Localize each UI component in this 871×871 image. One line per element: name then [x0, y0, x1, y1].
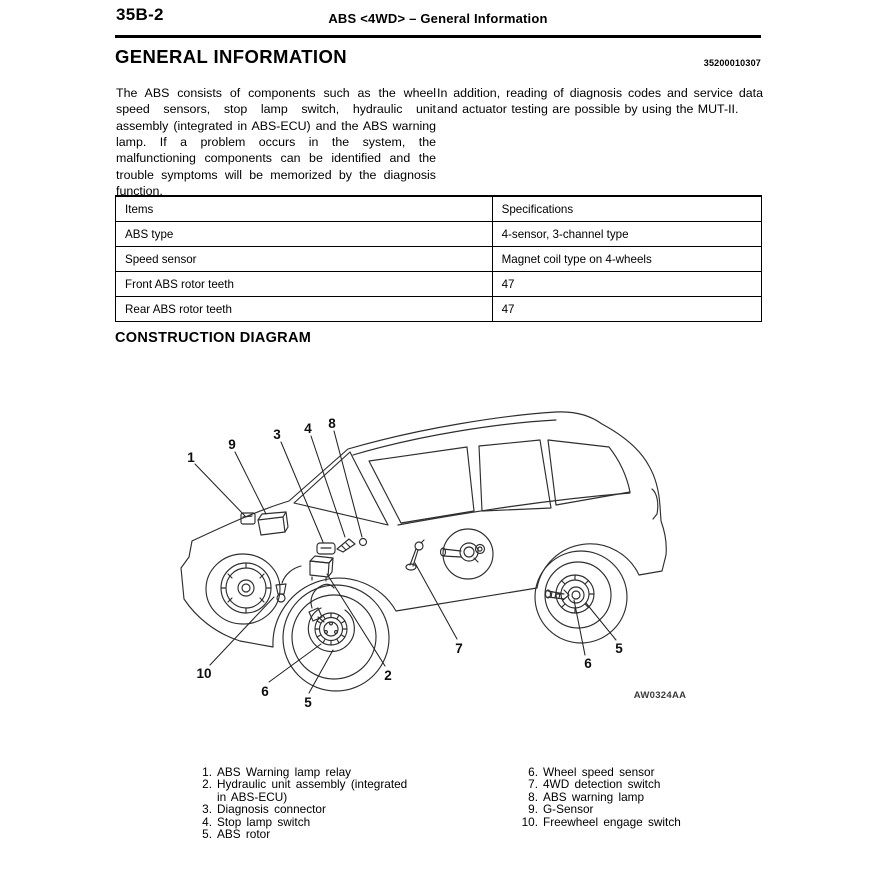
legend-number: 2.: [202, 777, 212, 792]
g-sensor-glyph: [258, 512, 288, 535]
callout-1: 1: [187, 450, 195, 465]
callout-6-rear: 6: [584, 656, 592, 671]
legend-item: [511, 803, 733, 815]
legend-label: Wheel speed sensor: [543, 765, 655, 779]
callout-2: 2: [384, 668, 392, 683]
doc-code: 35200010307: [703, 58, 761, 68]
legend-number: 1.: [202, 765, 212, 779]
rear-axle-cutaway: [441, 529, 494, 579]
legend-number: 5.: [202, 827, 212, 842]
table-row: [116, 297, 762, 322]
legend-label: 4WD detection switch: [543, 777, 661, 792]
legend-number: 10.: [521, 814, 538, 829]
legend-label: ABS rotor: [217, 827, 271, 842]
4wd-detection-switch-glyph: [406, 540, 424, 570]
table-row: [116, 247, 762, 272]
legend-number: 6.: [528, 765, 538, 779]
page-number: 35B-2: [116, 5, 164, 24]
legend-number: 8.: [528, 789, 538, 804]
callout-5-rear: 5: [615, 641, 623, 656]
table-cell: Front ABS rotor teeth: [116, 272, 493, 297]
legend-label: Diagnosis connector: [217, 802, 326, 817]
legend-number: 9.: [528, 802, 538, 817]
legend-label: G-Sensor: [543, 802, 594, 817]
table-cell: Rear ABS rotor teeth: [116, 297, 493, 322]
callout-numbers: [187, 416, 623, 710]
table-cell: 4-sensor, 3-channel type: [492, 222, 761, 247]
table-header-specifications: Specifications: [492, 196, 761, 222]
callout-5-front: 5: [304, 695, 312, 710]
table-header-items: Items: [116, 196, 493, 222]
callout-6-front: 6: [261, 684, 269, 699]
header-rule: [115, 35, 761, 38]
callout-8: 8: [328, 416, 336, 431]
figure-code: AW0324AA: [633, 690, 687, 701]
front-wheel-assembly: [283, 584, 389, 691]
callout-3: 3: [273, 427, 281, 442]
table-cell: 47: [492, 272, 761, 297]
table-header-row: [116, 196, 762, 222]
callout-10: 10: [196, 666, 212, 681]
far-front-wheel-cutaway: [206, 554, 280, 624]
abs-warning-lamp-glyph: [360, 539, 367, 546]
construction-diagram: [150, 403, 710, 718]
legend-item: [511, 816, 733, 828]
legend-number: 7.: [528, 777, 538, 792]
table-row: [116, 272, 762, 297]
legend-label: Freewheel engage switch: [543, 814, 681, 829]
stop-lamp-switch-glyph: [337, 539, 355, 552]
table-cell: ABS type: [116, 222, 493, 247]
table-cell: Speed sensor: [116, 247, 493, 272]
legend-label: Hydraulic unit assembly (integrated in ABS-ECU): [217, 777, 408, 804]
callout-7: 7: [455, 641, 463, 656]
legend-label: ABS warning lamp: [543, 789, 645, 804]
intro-paragraph-left: The ABS consists of components such as the wheel speed sensors, stop lamp switch, hydraulic unit assembly (integrated in ABS-ECU) and the ABS warning lamp. If a problem occurs in the system, the malfunctioning components can be identified and the trouble symptoms will be memorized by the diagnosis function.: [116, 86, 436, 199]
document-title: ABS <4WD> – General Information: [328, 11, 548, 26]
construction-diagram-heading: CONSTRUCTION DIAGRAM: [115, 330, 312, 346]
legend-item: [195, 803, 419, 815]
legend-number: 3.: [202, 802, 212, 817]
diagram-legend-right: [511, 766, 733, 828]
legend-label: Stop lamp switch: [217, 814, 311, 829]
callout-leader-lines: [195, 431, 616, 693]
section-title: GENERAL INFORMATION: [115, 46, 347, 67]
legend-number: 4.: [202, 814, 212, 829]
rear-wheel-assembly: [535, 551, 627, 643]
intro-paragraph-right: In addition, reading of diagnosis codes and service data and actuator testing are possible by using the MUT-II.: [437, 86, 763, 117]
legend-item: [195, 828, 419, 840]
legend-item: [195, 778, 419, 803]
callout-9: 9: [228, 437, 236, 452]
callout-4: 4: [304, 421, 312, 436]
legend-label: ABS Warning lamp relay: [217, 765, 352, 779]
table-cell: Magnet coil type on 4-wheels: [492, 247, 761, 272]
table-cell: 47: [492, 297, 761, 322]
diagram-legend-left: [195, 766, 419, 841]
table-row: [116, 222, 762, 247]
spec-table: [115, 195, 762, 322]
diagnosis-connector-glyph: [317, 543, 335, 554]
